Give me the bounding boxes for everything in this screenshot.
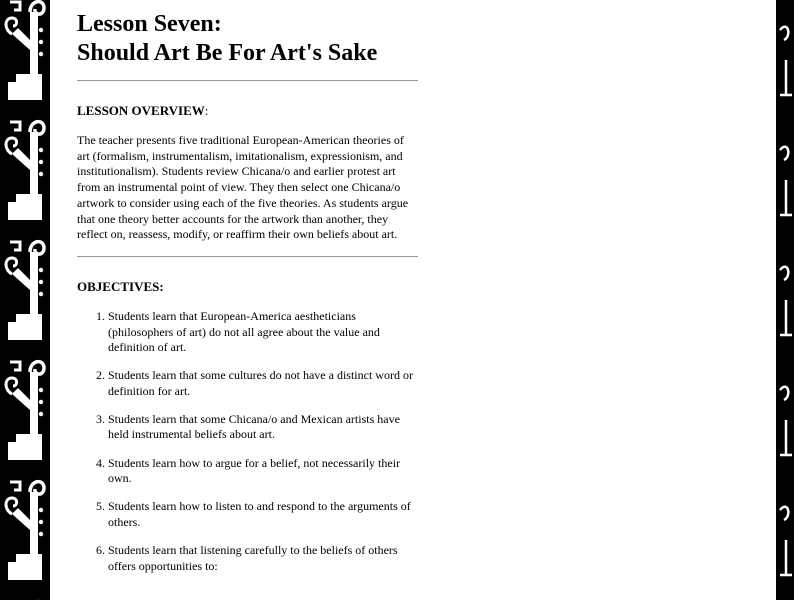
divider-2 — [77, 256, 418, 257]
objective-item: 4. Students learn how to argue for a belief, not necessarily their own. — [108, 456, 418, 487]
objectives-heading: OBJECTIVES: — [77, 278, 164, 294]
decorative-border-right — [776, 0, 794, 600]
objective-item: 2. Students learn that some cultures do not have a distinct word or definition for art. — [108, 368, 418, 399]
objective-item: 5. Students learn how to listen to and respond to the arguments of others. — [108, 499, 418, 530]
overview-heading-label: LESSON OVERVIEW — [77, 103, 205, 118]
objectives-list — [77, 309, 418, 574]
aztec-motif-pattern-right — [776, 0, 794, 600]
objective-item: 6. Students learn that listening carefully to the beliefs of others offers opportunities to: — [108, 543, 418, 574]
divider-1 — [77, 80, 418, 81]
objective-item: 1. Students learn that European-America aestheticians (philosophers of art) do not all agree about the value and definition of art. — [108, 309, 418, 356]
objective-item: 3. Students learn that some Chicana/o and Mexican artists have held instrumental beliefs about art. — [108, 412, 418, 443]
decorative-border-left — [0, 0, 50, 600]
title-line-2: Should Art Be For Art's Sake — [77, 40, 378, 66]
overview-paragraph: The teacher presents five traditional European-American theories of art (formalism, instrumentalism, imitationalism, expressionism, and institutionalism). Students review Chicana/o and earlier protest art from an instrumental point of view. They then select one Chicana/o artwork to consider using each of the five theories. As students argue that one theory better accounts for the artwork than another, they reflect on, reassess, modify, or reaffirm their own beliefs about art. — [77, 133, 409, 242]
overview-heading-colon: : — [204, 103, 209, 118]
page-title — [77, 10, 418, 68]
title-line-1: Lesson Seven: — [77, 11, 222, 37]
aztec-motif-pattern-left — [0, 0, 50, 600]
lesson-content — [77, 0, 418, 587]
overview-heading — [77, 103, 418, 119]
